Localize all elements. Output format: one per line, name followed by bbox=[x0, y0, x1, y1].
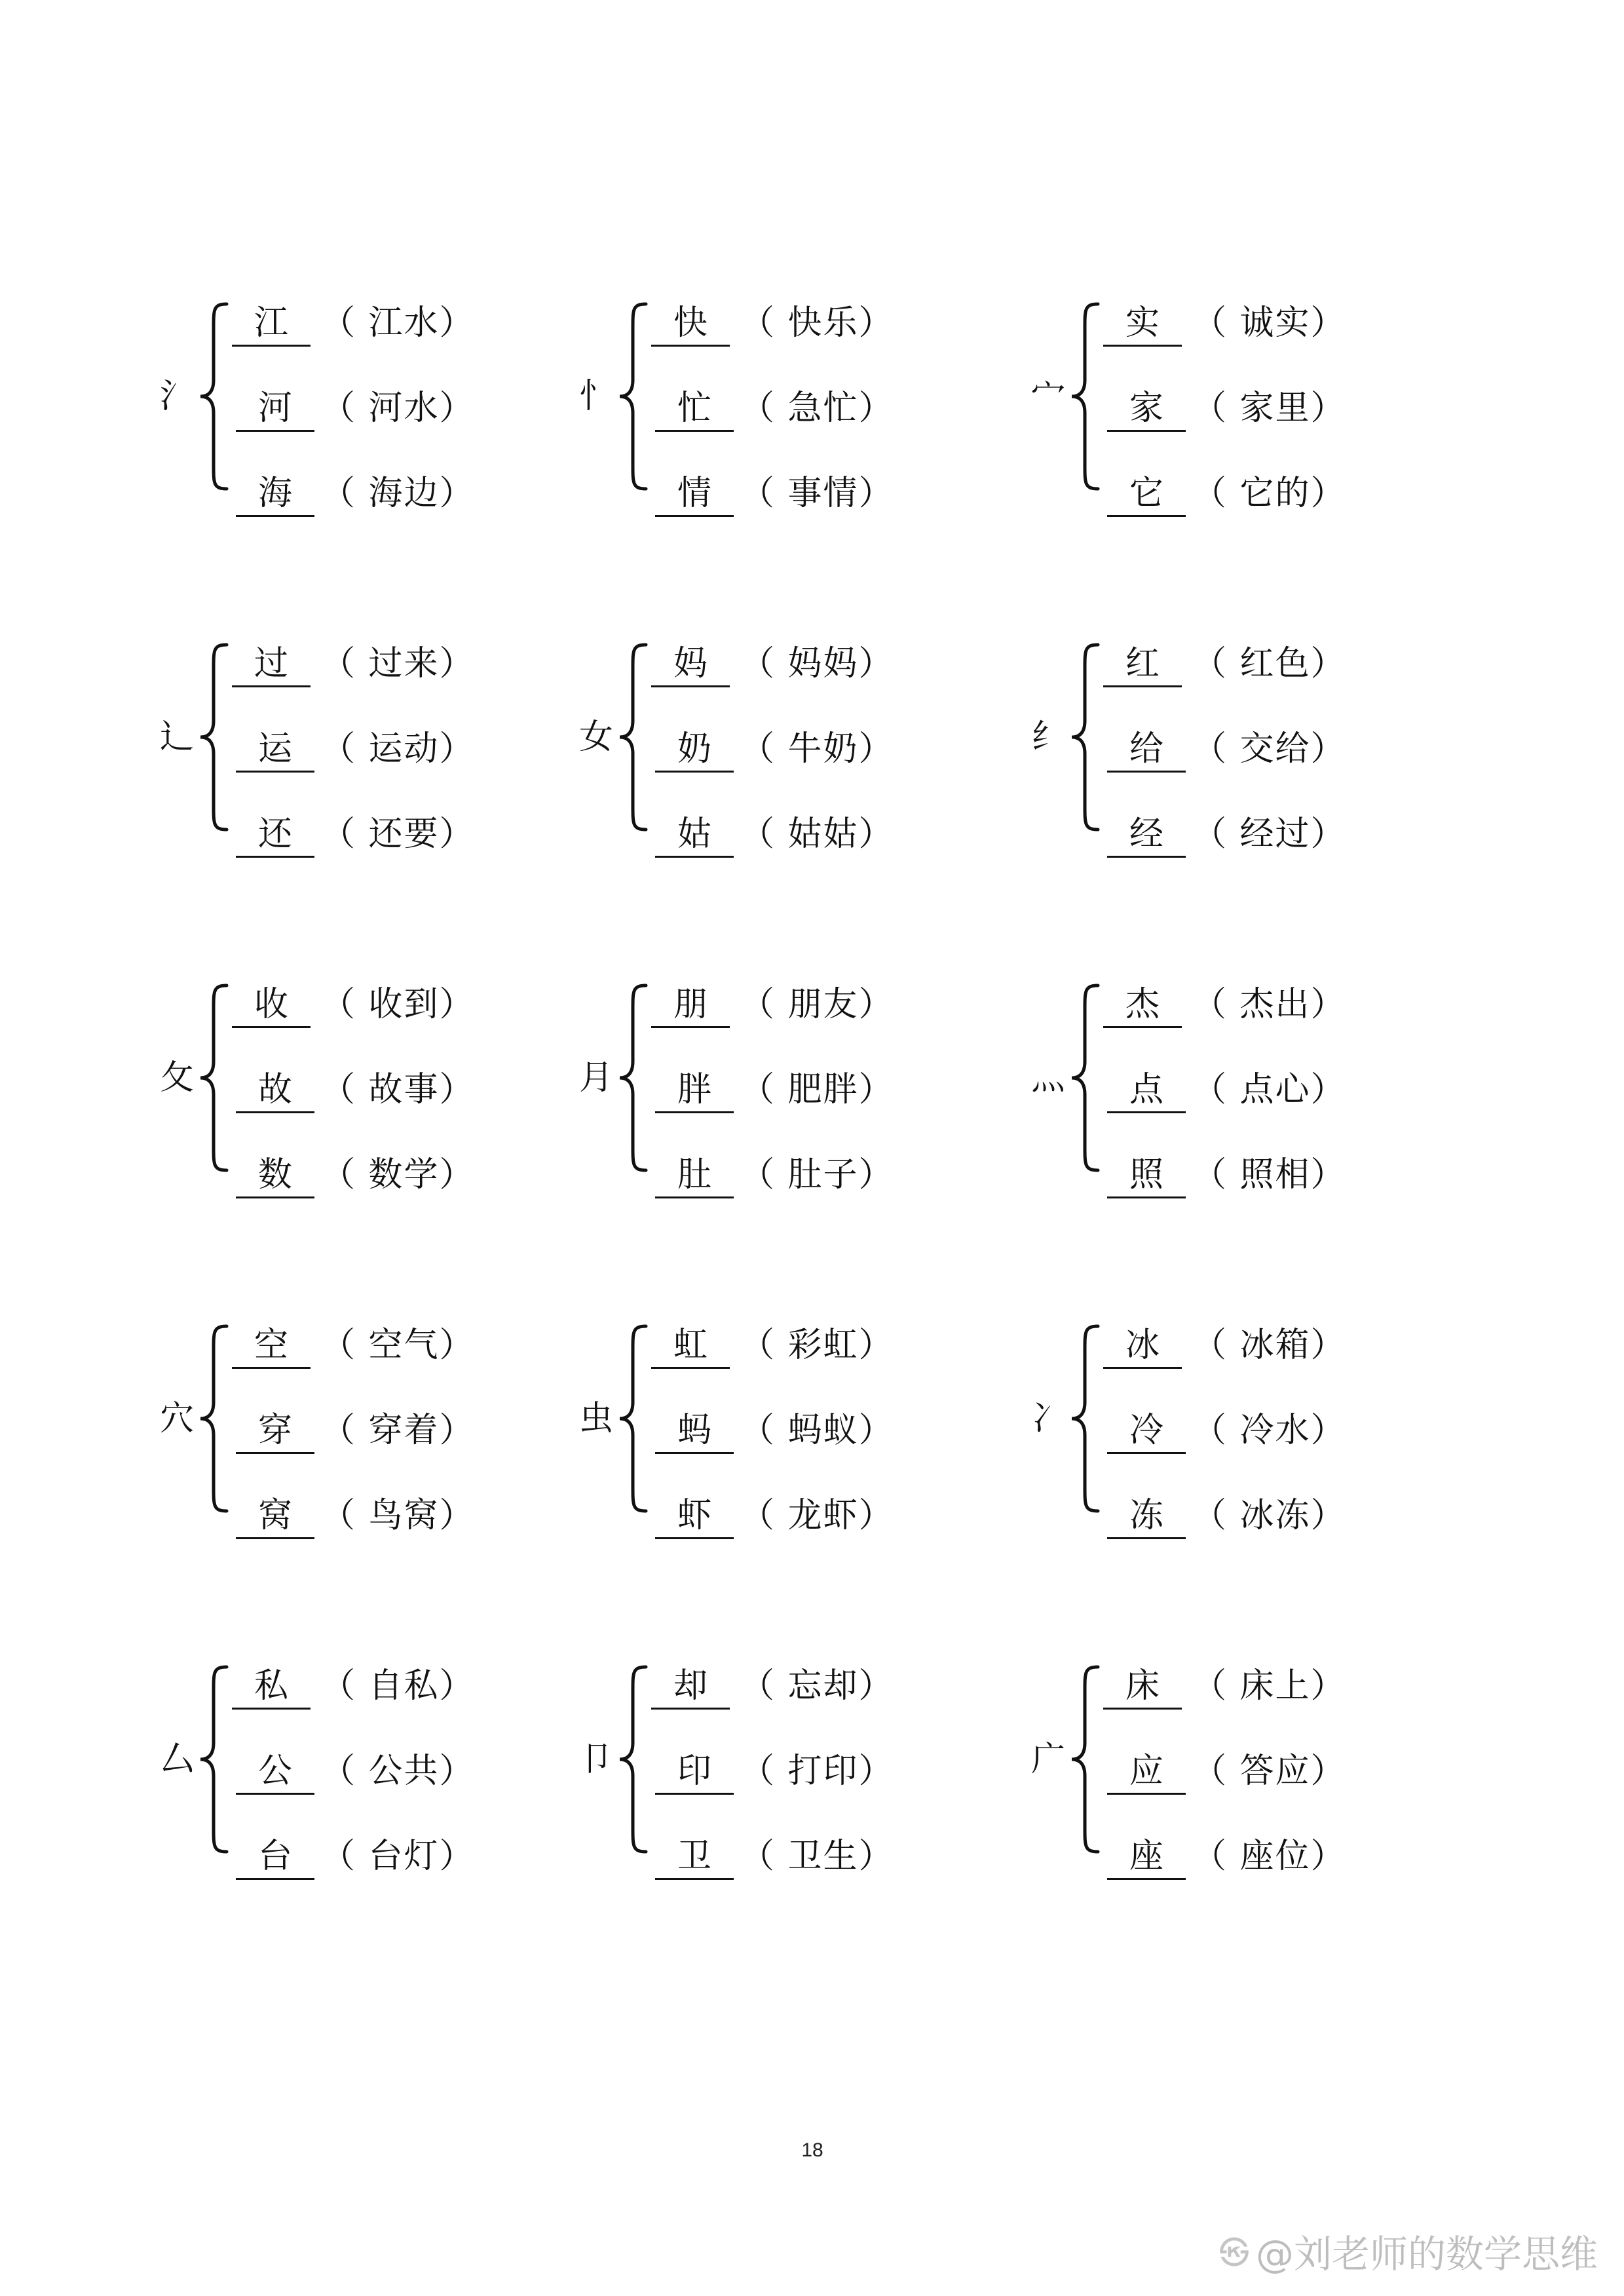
answer-char: 床 bbox=[1103, 1664, 1182, 1710]
example-word: （ 海边） bbox=[321, 474, 475, 513]
list-item bbox=[655, 387, 1022, 439]
watermark bbox=[1219, 2225, 1598, 2277]
example-word: （ 朋友） bbox=[740, 985, 894, 1024]
list-item bbox=[236, 472, 603, 524]
curly-brace-icon bbox=[616, 1324, 655, 1514]
list-item bbox=[655, 472, 1022, 524]
curly-brace-icon bbox=[1068, 1324, 1107, 1514]
example-word: （ 肥胖） bbox=[740, 1070, 894, 1109]
answer-char: 却 bbox=[651, 1664, 730, 1710]
answer-char: 姑 bbox=[655, 813, 734, 858]
curly-brace-icon bbox=[616, 642, 655, 832]
list-item bbox=[236, 1494, 603, 1546]
example-word: （ 故事） bbox=[321, 1070, 475, 1109]
example-word: （ 经过） bbox=[1192, 814, 1346, 854]
list-item bbox=[1107, 1409, 1474, 1461]
radical: 虫 bbox=[578, 1399, 613, 1438]
radical: 灬 bbox=[1030, 1058, 1065, 1098]
curly-brace-icon bbox=[616, 1664, 655, 1854]
radical-group-6 bbox=[1022, 629, 1481, 854]
example-word: （ 过来） bbox=[321, 644, 475, 683]
list-item bbox=[236, 387, 603, 439]
list-item bbox=[1107, 813, 1474, 865]
answer-char: 照 bbox=[1107, 1153, 1186, 1198]
example-word: （ 快乐） bbox=[740, 303, 894, 343]
list-item bbox=[1107, 1835, 1474, 1887]
list-item bbox=[655, 983, 1022, 1035]
curly-brace-icon bbox=[197, 301, 236, 491]
radical-group-15 bbox=[1022, 1651, 1481, 1876]
answer-char: 胖 bbox=[655, 1068, 734, 1113]
example-word: （ 照相） bbox=[1192, 1155, 1346, 1195]
answer-char: 肚 bbox=[655, 1153, 734, 1198]
list-item bbox=[236, 1835, 603, 1887]
answer-char: 冻 bbox=[1107, 1494, 1186, 1539]
answer-char: 收 bbox=[232, 983, 311, 1028]
radical-group-8 bbox=[570, 970, 1029, 1195]
curly-brace-icon bbox=[197, 642, 236, 832]
list-item bbox=[655, 1068, 1022, 1120]
example-word: （ 蚂蚁） bbox=[740, 1411, 894, 1450]
radical-group-5 bbox=[570, 629, 1029, 854]
list-item bbox=[236, 1409, 603, 1461]
example-word: （ 河水） bbox=[321, 389, 475, 428]
list-item bbox=[236, 1324, 603, 1376]
list-item bbox=[236, 301, 603, 354]
list-item bbox=[1107, 472, 1474, 524]
list-item bbox=[1107, 983, 1474, 1035]
list-item bbox=[236, 983, 603, 1035]
answer-char: 朋 bbox=[651, 983, 730, 1028]
answer-char: 应 bbox=[1107, 1750, 1186, 1795]
example-word: （ 打印） bbox=[740, 1751, 894, 1791]
list-item bbox=[1107, 727, 1474, 780]
curly-brace-icon bbox=[1068, 983, 1107, 1173]
list-item bbox=[655, 727, 1022, 780]
example-word: （ 穿着） bbox=[321, 1411, 475, 1450]
list-item bbox=[655, 1324, 1022, 1376]
answer-char: 虾 bbox=[655, 1494, 734, 1539]
radical-group-3 bbox=[1022, 288, 1481, 513]
answer-char: 妈 bbox=[651, 642, 730, 687]
radical: 宀 bbox=[1030, 377, 1065, 416]
radical: 纟 bbox=[1030, 718, 1065, 757]
example-word: （ 床上） bbox=[1192, 1666, 1346, 1706]
answer-char: 家 bbox=[1107, 387, 1186, 432]
radical-group-11 bbox=[570, 1311, 1029, 1535]
list-item bbox=[1107, 387, 1474, 439]
example-word: （ 急忙） bbox=[740, 389, 894, 428]
list-item bbox=[1107, 1324, 1474, 1376]
radical-group-10 bbox=[151, 1311, 609, 1535]
answer-char: 还 bbox=[236, 813, 314, 858]
answer-char: 它 bbox=[1107, 472, 1186, 517]
list-item bbox=[236, 642, 603, 695]
answer-char: 过 bbox=[232, 642, 311, 687]
answer-char: 情 bbox=[655, 472, 734, 517]
radical-group-13 bbox=[151, 1651, 609, 1876]
answer-char: 海 bbox=[236, 472, 314, 517]
answer-char: 窝 bbox=[236, 1494, 314, 1539]
list-item bbox=[655, 1409, 1022, 1461]
example-word: （ 诚实） bbox=[1192, 303, 1346, 343]
list-item bbox=[1107, 1494, 1474, 1546]
list-item bbox=[655, 642, 1022, 695]
example-word: （ 公共） bbox=[321, 1751, 475, 1791]
radical-group-1 bbox=[151, 288, 609, 513]
radical: 厶 bbox=[159, 1740, 194, 1779]
answer-char: 卫 bbox=[655, 1835, 734, 1880]
list-item bbox=[655, 813, 1022, 865]
example-word: （ 冰箱） bbox=[1192, 1326, 1346, 1365]
example-word: （ 数学） bbox=[321, 1155, 475, 1195]
answer-char: 经 bbox=[1107, 813, 1186, 858]
curly-brace-icon bbox=[616, 983, 655, 1173]
example-word: （ 鸟窝） bbox=[321, 1496, 475, 1535]
list-item bbox=[236, 1153, 603, 1206]
page-number: 18 bbox=[801, 2139, 823, 2161]
answer-char: 忙 bbox=[655, 387, 734, 432]
list-item bbox=[1107, 1068, 1474, 1120]
answer-char: 冰 bbox=[1103, 1324, 1182, 1369]
example-word: （ 事情） bbox=[740, 474, 894, 513]
answer-char: 空 bbox=[232, 1324, 311, 1369]
answer-char: 快 bbox=[651, 301, 730, 347]
curly-brace-icon bbox=[197, 1324, 236, 1514]
list-item bbox=[236, 1750, 603, 1802]
answer-char: 座 bbox=[1107, 1835, 1186, 1880]
radical: 攵 bbox=[159, 1058, 194, 1098]
radical-group-9 bbox=[1022, 970, 1481, 1195]
radical-group-12 bbox=[1022, 1311, 1481, 1535]
list-item bbox=[655, 1835, 1022, 1887]
curly-brace-icon bbox=[1068, 1664, 1107, 1854]
example-word: （ 牛奶） bbox=[740, 729, 894, 769]
example-word: （ 运动） bbox=[321, 729, 475, 769]
answer-char: 实 bbox=[1103, 301, 1182, 347]
list-item bbox=[1107, 1664, 1474, 1717]
answer-char: 虹 bbox=[651, 1324, 730, 1369]
list-item bbox=[236, 727, 603, 780]
example-word: （ 它的） bbox=[1192, 474, 1346, 513]
radical-group-2 bbox=[570, 288, 1029, 513]
example-word: （ 空气） bbox=[321, 1326, 475, 1365]
radical-group-4 bbox=[151, 629, 609, 854]
radical-group-7 bbox=[151, 970, 609, 1195]
example-word: （ 江水） bbox=[321, 303, 475, 343]
curly-brace-icon bbox=[197, 1664, 236, 1854]
list-item bbox=[655, 1494, 1022, 1546]
radical: 冫 bbox=[1030, 1399, 1065, 1438]
list-item bbox=[1107, 1153, 1474, 1206]
example-word: （ 冰冻） bbox=[1192, 1496, 1346, 1535]
radical: 卩 bbox=[578, 1740, 613, 1779]
list-item bbox=[655, 301, 1022, 354]
answer-char: 江 bbox=[232, 301, 311, 347]
answer-char: 公 bbox=[236, 1750, 314, 1795]
answer-char: 河 bbox=[236, 387, 314, 432]
answer-char: 运 bbox=[236, 727, 314, 773]
example-word: （ 答应） bbox=[1192, 1751, 1346, 1791]
answer-char: 红 bbox=[1103, 642, 1182, 687]
example-word: （ 冷水） bbox=[1192, 1411, 1346, 1450]
example-word: （ 肚子） bbox=[740, 1155, 894, 1195]
example-word: （ 座位） bbox=[1192, 1837, 1346, 1876]
answer-char: 台 bbox=[236, 1835, 314, 1880]
radical: 穴 bbox=[159, 1399, 194, 1438]
radical: 辶 bbox=[159, 718, 194, 757]
answer-char: 故 bbox=[236, 1068, 314, 1113]
answer-char: 穿 bbox=[236, 1409, 314, 1454]
answer-char: 蚂 bbox=[655, 1409, 734, 1454]
answer-char: 奶 bbox=[655, 727, 734, 773]
example-word: （ 卫生） bbox=[740, 1837, 894, 1876]
example-word: （ 收到） bbox=[321, 985, 475, 1024]
example-word: （ 姑姑） bbox=[740, 814, 894, 854]
answer-char: 杰 bbox=[1103, 983, 1182, 1028]
curly-brace-icon bbox=[1068, 642, 1107, 832]
watermark-text: @刘老师的数学思维 bbox=[1255, 2232, 1598, 2276]
example-word: （ 红色） bbox=[1192, 644, 1346, 683]
radical: 女 bbox=[578, 718, 613, 757]
list-item bbox=[1107, 642, 1474, 695]
radical: 氵 bbox=[159, 377, 194, 416]
curly-brace-icon bbox=[197, 983, 236, 1173]
radical-group-14 bbox=[570, 1651, 1029, 1876]
answer-char: 给 bbox=[1107, 727, 1186, 773]
example-word: （ 还要） bbox=[321, 814, 475, 854]
example-word: （ 龙虾） bbox=[740, 1496, 894, 1535]
watermark-logo-icon: ㉿ bbox=[1218, 2235, 1249, 2270]
example-word: （ 家里） bbox=[1192, 389, 1346, 428]
list-item bbox=[655, 1750, 1022, 1802]
example-word: （ 自私） bbox=[321, 1666, 475, 1706]
list-item bbox=[236, 1068, 603, 1120]
answer-char: 数 bbox=[236, 1153, 314, 1198]
example-word: （ 点心） bbox=[1192, 1070, 1346, 1109]
list-item bbox=[655, 1664, 1022, 1717]
answer-char: 点 bbox=[1107, 1068, 1186, 1113]
example-word: （ 杰出） bbox=[1192, 985, 1346, 1024]
list-item bbox=[1107, 1750, 1474, 1802]
radical: 广 bbox=[1030, 1740, 1065, 1779]
list-item bbox=[236, 1664, 603, 1717]
example-word: （ 彩虹） bbox=[740, 1326, 894, 1365]
curly-brace-icon bbox=[1068, 301, 1107, 491]
example-word: （ 妈妈） bbox=[740, 644, 894, 683]
radical: 月 bbox=[578, 1058, 613, 1098]
example-word: （ 交给） bbox=[1192, 729, 1346, 769]
curly-brace-icon bbox=[616, 301, 655, 491]
radical: 忄 bbox=[578, 377, 613, 416]
answer-char: 印 bbox=[655, 1750, 734, 1795]
answer-char: 冷 bbox=[1107, 1409, 1186, 1454]
answer-char: 私 bbox=[232, 1664, 311, 1710]
list-item bbox=[1107, 301, 1474, 354]
example-word: （ 台灯） bbox=[321, 1837, 475, 1876]
example-word: （ 忘却） bbox=[740, 1666, 894, 1706]
list-item bbox=[655, 1153, 1022, 1206]
list-item bbox=[236, 813, 603, 865]
